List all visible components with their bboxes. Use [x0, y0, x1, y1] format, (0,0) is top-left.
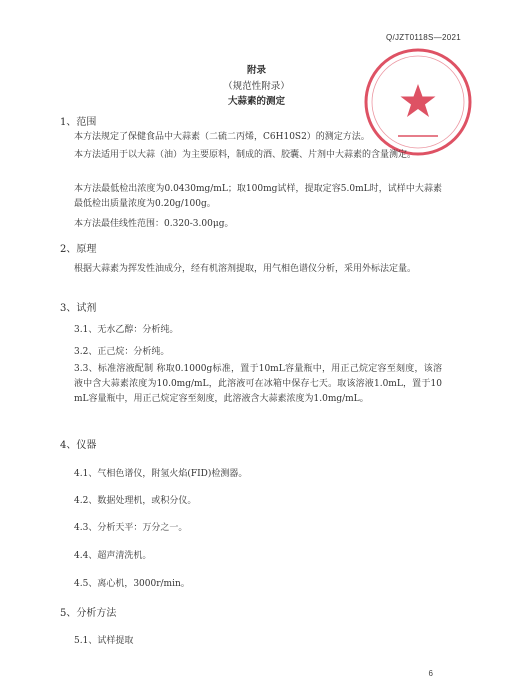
list-item: 4.5、离心机，3000r/min。: [74, 579, 190, 589]
appendix-subtitle: （规范性附录）: [223, 81, 290, 92]
document-code: Q/JZT0118S—2021: [385, 33, 461, 42]
paragraph: 本方法最佳线性范围：0.320-3.00μg。: [74, 219, 234, 229]
section-heading-instruments: 4、仪器: [60, 440, 97, 451]
paragraph: 本方法适用于以大蒜（油）为主要原料，制成的酒、胶囊、片剂中大蒜素的含量测定。: [74, 150, 417, 160]
section-heading-principle: 2、原理: [60, 244, 97, 255]
paragraph: 根据大蒜素为挥发性油成分，经有机溶剂提取，用气相色谱仪分析，采用外标法定量。: [74, 264, 417, 274]
paragraph: 本方法最低检出浓度为0.0430mg/mL；取100mg试样，提取定容5.0mL时，试样中大蒜素最低检出质量浓度为0.20g/100g。: [74, 184, 442, 209]
list-item: 5.1、试样提取: [74, 636, 134, 646]
list-item: 4.1、气相色谱仪，附氢火焰(FID)检测器。: [74, 469, 248, 479]
section-heading-method: 5、分析方法: [60, 608, 117, 619]
list-item: 3.1、无水乙醇：分析纯。: [74, 325, 179, 335]
appendix-title: 附录: [246, 65, 266, 76]
section-heading-scope: 1、范围: [60, 117, 97, 128]
list-item: 3.3、标准溶液配制 称取0.1000g标准，置于10mL容量瓶中，用正己烷定容至刻度，该溶液中含大蒜素浓度为10.0mg/mL，此溶液可在冰箱中保存七天。取该溶液1.0mL，置于10mL容量瓶中，用正己烷定容至刻度，此溶液含大蒜素浓度为1.0mg/mL。: [74, 364, 442, 404]
appendix-name: 大蒜素的测定: [227, 96, 285, 107]
paragraph: 本方法规定了保健食品中大蒜素（二硫二丙烯，C6H10S2）的测定方法。: [74, 132, 370, 142]
section-heading-reagents: 3、试剂: [60, 303, 97, 314]
list-item: 4.4、超声清洗机。: [74, 551, 152, 561]
list-item: 4.2、数据处理机，或积分仪。: [74, 496, 197, 506]
page-number: 6: [428, 669, 433, 678]
list-item: 3.2、正己烷：分析纯。: [74, 347, 170, 357]
list-item: 4.3、分析天平：万分之一。: [74, 523, 188, 533]
